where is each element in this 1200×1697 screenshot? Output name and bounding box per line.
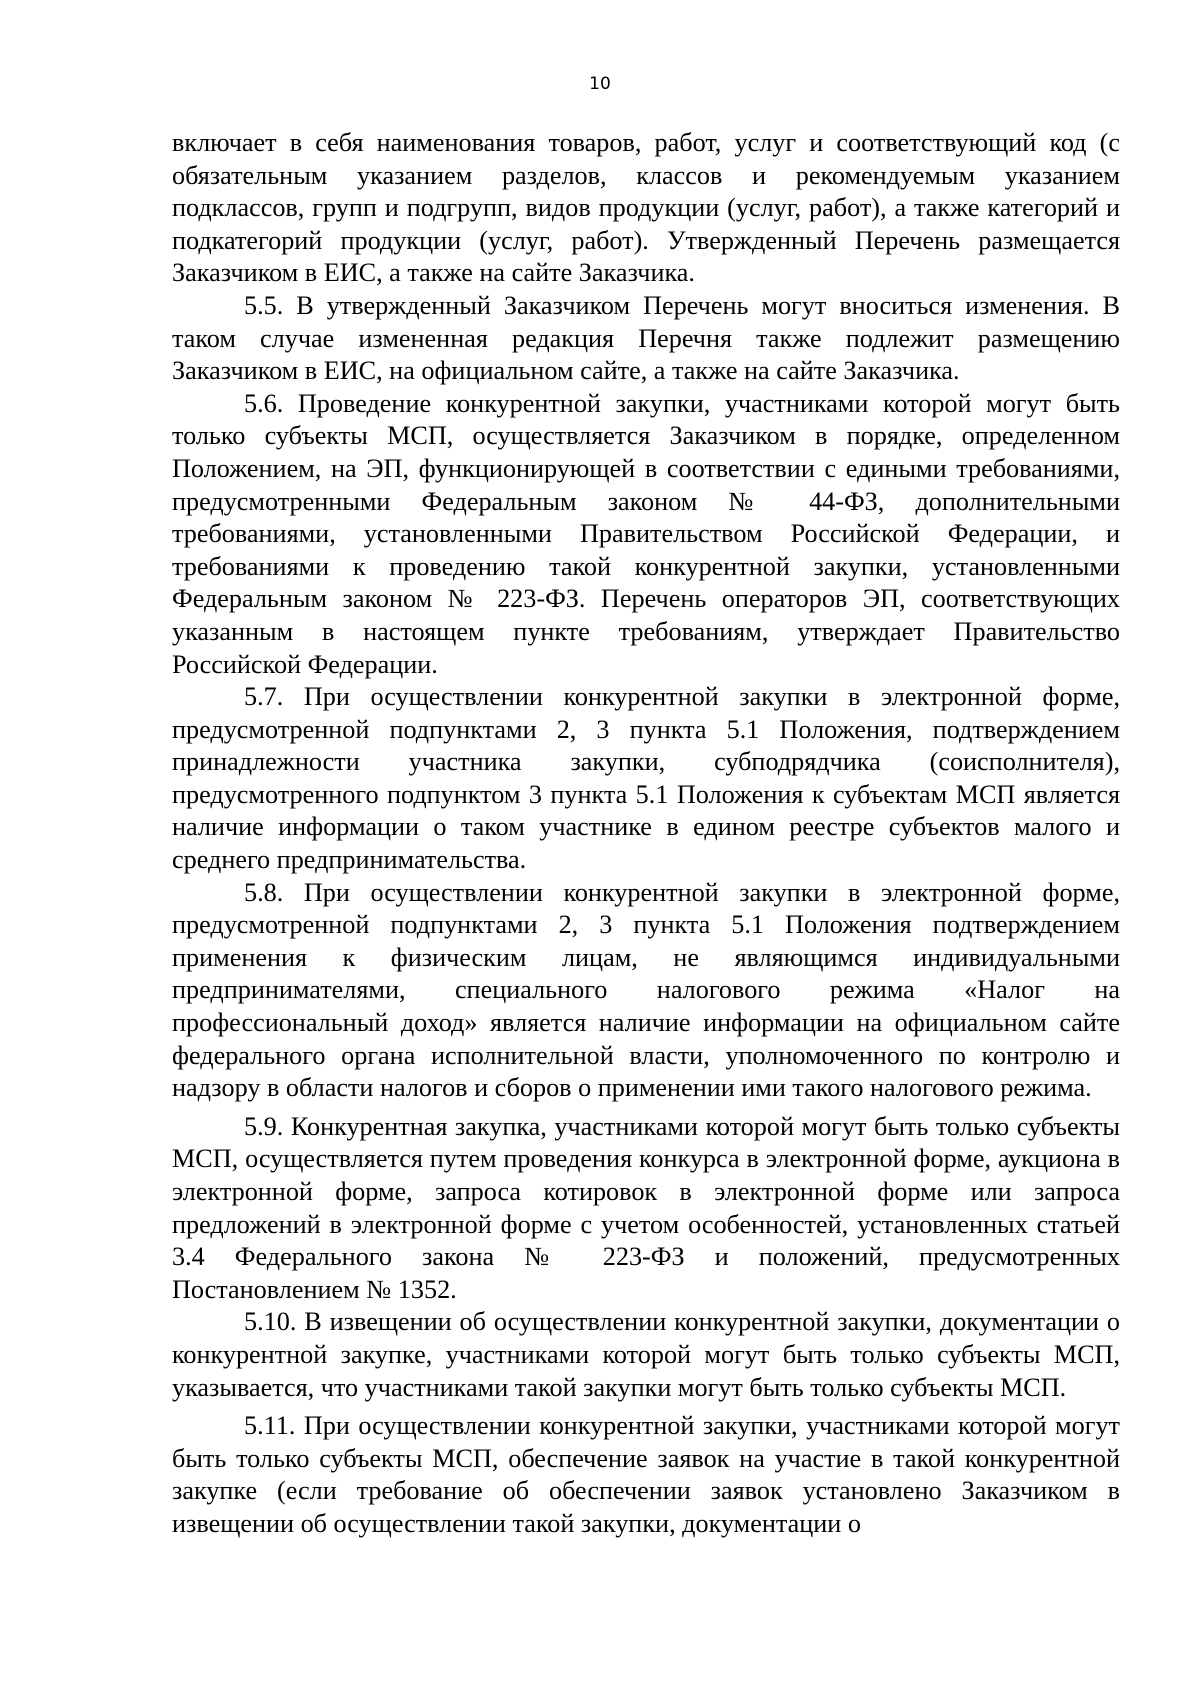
paragraph-5-6: 5.6. Проведение конкурентной закупки, участниками которой могут быть только субъекты МСП, осуществляется Заказчиком в порядке, определенном Положением, на ЭП, функционирующей в соответствии с едиными требованиями, предусмотренными Федеральным законом № 44-ФЗ, дополнительными требованиями, установленными Правительством Российской Федерации, и требованиями к проведению такой конкурентной закупки, установленными Федеральным законом № 223-ФЗ. Перечень операторов ЭП, соответствующих указанным в настоящем пункте требованиям, утверждает Правительство Российской Федерации. (172, 388, 1120, 679)
paragraph-5-8: 5.8. При осуществлении конкурентной закупки в электронной форме, предусмотренной подпунктами 2, 3 пункта 5.1 Положения подтверждением применения к физическим лицам, не являющимся индивидуальными предпринимателями, специального налогового режима «Налог на профессиональный доход» является наличие информации на официальном сайте федерального органа исполнительной власти, уполномоченного по контролю и надзору в области налогов и сборов о применении ими такого налогового режима. (172, 877, 1120, 1103)
paragraph-5-11: 5.11. При осуществлении конкурентной закупки, участниками которой могут быть только субъекты МСП, обеспечение заявок на участие в такой конкурентной закупке (если требование об обеспечении заявок установлено Заказчиком в извещении об осуществлении такой закупки, документации о (172, 1411, 1120, 1538)
paragraph-5-9: 5.9. Конкурентная закупка, участниками которой могут быть только субъекты МСП, осуществляется путем проведения конкурса в электронной форме, аукциона в электронной форме, запроса котировок в электронной форме или запроса предложений в электронной форме с учетом особенностей, установленных статьей 3.4 Федерального закона № 223-ФЗ и положений, предусмотренных Постановлением № 1352. (172, 1111, 1120, 1304)
document-body (172, 127, 1120, 1541)
paragraph-5-10: 5.10. В извещении об осуществлении конкурентной закупки, документации о конкурентной закупке, участниками которой могут быть только субъекты МСП, указывается, что участниками такой закупки могут быть только субъекты МСП. (172, 1307, 1120, 1402)
paragraph-5-5: 5.5. В утвержденный Заказчиком Перечень могут вноситься изменения. В таком случае измененная редакция Перечня также подлежит размещению Заказчиком в ЕИС, на официальном сайте, а также на сайте Заказчика. (172, 290, 1120, 386)
paragraph-5-7: 5.7. При осуществлении конкурентной закупки в электронной форме, предусмотренной подпунктами 2, 3 пункта 5.1 Положения, подтверждением принадлежности участника закупки, субподрядчика (соисполнителя), предусмотренного подпунктом 3 пункта 5.1 Положения к субъектам МСП является наличие информации о таком участнике в едином реестре субъектов малого и среднего предпринимательства. (172, 682, 1120, 875)
page-number: 10 (589, 74, 611, 94)
paragraph-continuation: включает в себя наименования товаров, работ, услуг и соответствующий код (с обязательным указанием разделов, классов и рекомендуемым указанием подклассов, групп и подгрупп, видов продукции (услуг, работ), а также категорий и подкатегорий продукции (услуг, работ). Утвержденный Перечень размещается Заказчиком в ЕИС, а также на сайте Заказчика. (172, 128, 1120, 288)
